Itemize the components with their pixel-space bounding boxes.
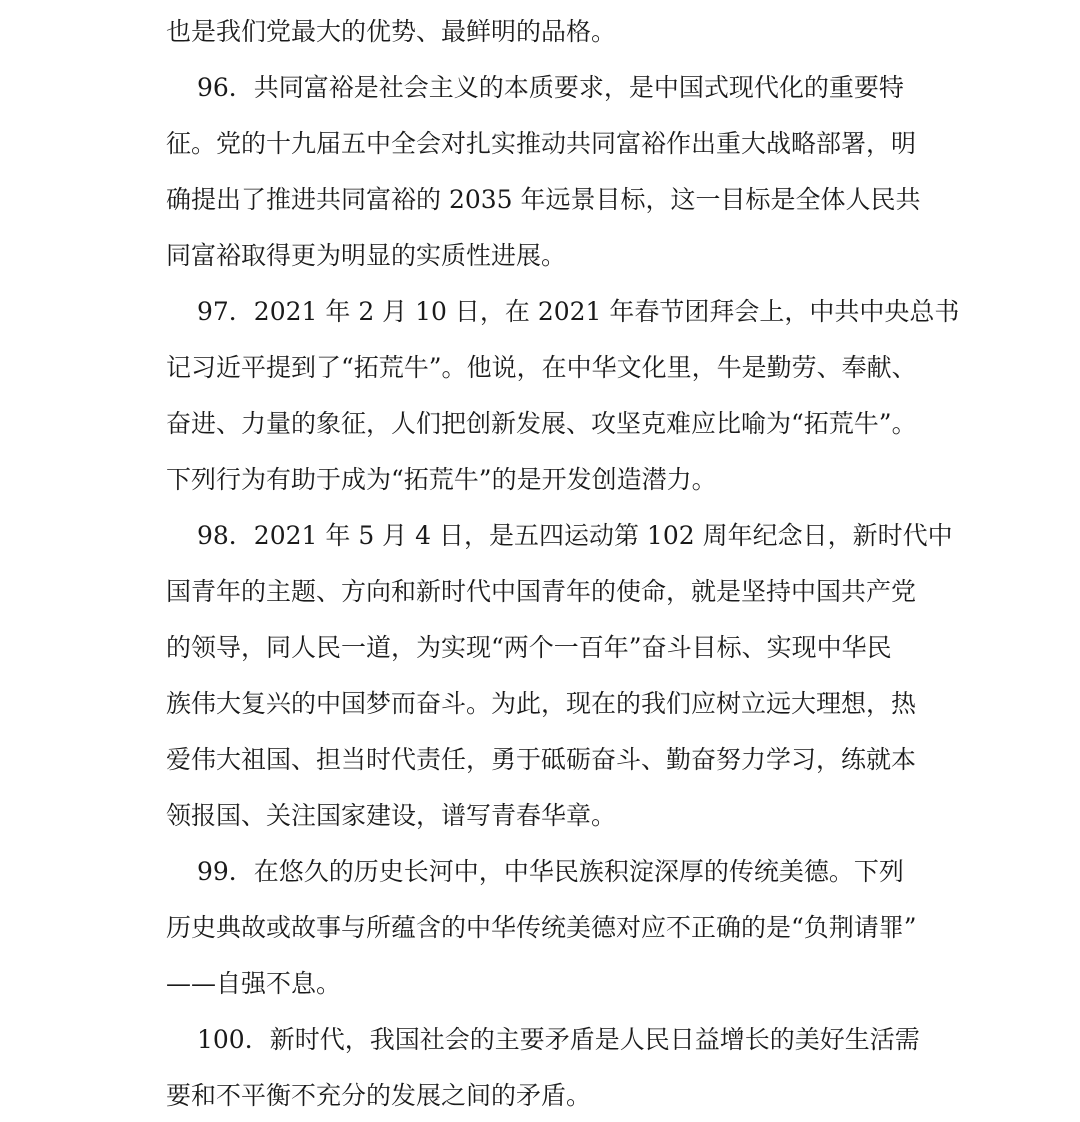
item-96-line: 同富裕取得更为明显的实质性进展。 bbox=[166, 241, 567, 270]
item-96-line: 96．共同富裕是社会主义的本质要求，是中国式现代化的重要特 bbox=[197, 73, 904, 102]
item-98-line: 领报国、关注国家建设，谱写青春华章。 bbox=[166, 801, 617, 830]
item-99-line: 历史典故或故事与所蕴含的中华传统美德对应不正确的是“负荆请罪” bbox=[166, 913, 917, 942]
item-98-line: 国青年的主题、方向和新时代中国青年的使命，就是坚持中国共产党 bbox=[166, 577, 917, 606]
item-96-line: 征。党的十九届五中全会对扎实推动共同富裕作出重大战略部署，明 bbox=[166, 129, 917, 158]
item-100-line: 100．新时代，我国社会的主要矛盾是人民日益增长的美好生活需 bbox=[197, 1025, 920, 1054]
item-97-line: 97．2021 年 2 月 10 日，在 2021 年春节团拜会上，中共中央总书 bbox=[197, 297, 960, 326]
item-97-line: 奋进、力量的象征，人们把创新发展、攻坚克难应比喻为“拓荒牛”。 bbox=[166, 409, 917, 438]
item-96-line: 确提出了推进共同富裕的 2035 年远景目标，这一目标是全体人民共 bbox=[166, 185, 921, 214]
item-98-line: 族伟大复兴的中国梦而奋斗。为此，现在的我们应树立远大理想，热 bbox=[166, 689, 917, 718]
item-99-line: ——自强不息。 bbox=[166, 969, 342, 998]
text-line: 也是我们党最大的优势、最鲜明的品格。 bbox=[166, 17, 617, 46]
item-98-line: 爱伟大祖国、担当时代责任，勇于砥砺奋斗、勤奋努力学习，练就本 bbox=[166, 745, 917, 774]
item-99-line: 99．在悠久的历史长河中，中华民族积淀深厚的传统美德。下列 bbox=[197, 857, 904, 886]
item-97-line: 记习近平提到了“拓荒牛”。他说，在中华文化里，牛是勤劳、奉献、 bbox=[166, 353, 917, 382]
item-97-line: 下列行为有助于成为“拓荒牛”的是开发创造潜力。 bbox=[166, 465, 717, 494]
item-98-line: 的领导，同人民一道，为实现“两个一百年”奋斗目标、实现中华民 bbox=[166, 633, 892, 662]
item-98-line: 98．2021 年 5 月 4 日，是五四运动第 102 周年纪念日，新时代中 bbox=[197, 521, 953, 550]
item-100-line: 要和不平衡不充分的发展之间的矛盾。 bbox=[166, 1081, 592, 1110]
